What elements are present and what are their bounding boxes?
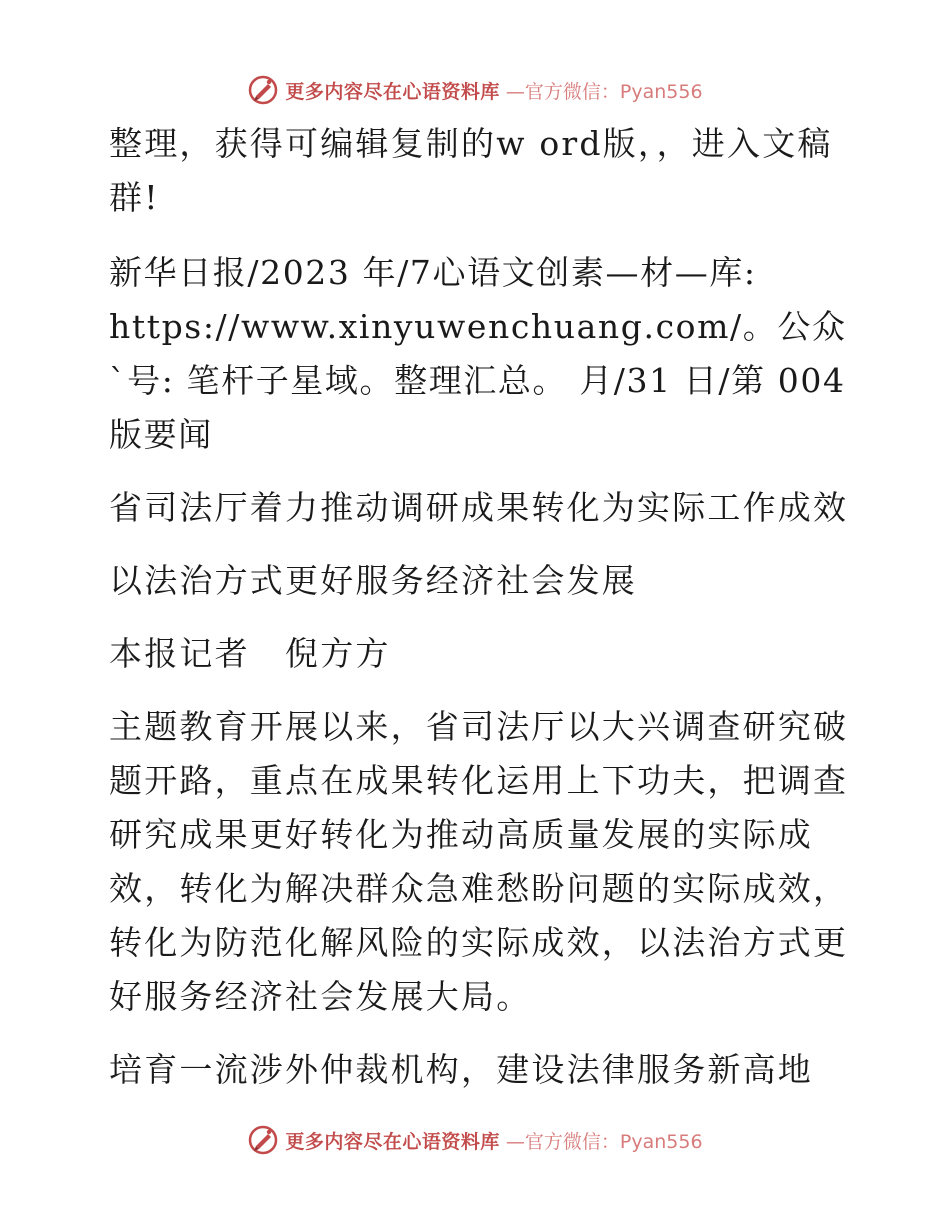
brush-pen-logo-icon (247, 1124, 279, 1156)
header-wechat-text: —官方微信：Pyan556 (505, 80, 703, 103)
footer-banner (0, 1120, 950, 1160)
source-line: 新华日报/2023 年/7心语文创素—材—库: https://www.xinyuwenchuang.com/。公众`号: 笔杆子星域。整理汇总。 月/31 日/第 004 版要闻 (109, 253, 847, 454)
footer-wechat-text: —官方微信：Pyan556 (505, 1130, 703, 1153)
headline: 省司法厅着力推动调研成果转化为实际工作成效 (109, 488, 849, 527)
header-brand-text: 更多内容尽在心语资料库 (285, 80, 500, 103)
byline: 本报记者 倪方方 (109, 634, 391, 673)
footer-brand-text: 更多内容尽在心语资料库 (285, 1130, 500, 1153)
intro-line: 整理，获得可编辑复制的w ord版，，进入文稿群! (109, 124, 833, 217)
subheadline: 以法治方式更好服务经济社会发展 (109, 561, 637, 600)
brush-pen-logo-icon (247, 74, 279, 106)
document-body (97, 117, 857, 1097)
section-heading: 培育一流涉外仲裁机构，建设法律服务新高地 (109, 1050, 813, 1089)
paragraph-1: 主题教育开展以来，省司法厅以大兴调查研究破题开路，重点在成果转化运用上下功夫，把调查研究成果更好转化为推动高质量发展的实际成效，转化为解决群众急难愁盼问题的实际成效，转化为防范化解风险的实际成效，以法治方式更好服务经济社会发展大局。 (109, 707, 849, 1016)
header-banner (0, 70, 950, 110)
